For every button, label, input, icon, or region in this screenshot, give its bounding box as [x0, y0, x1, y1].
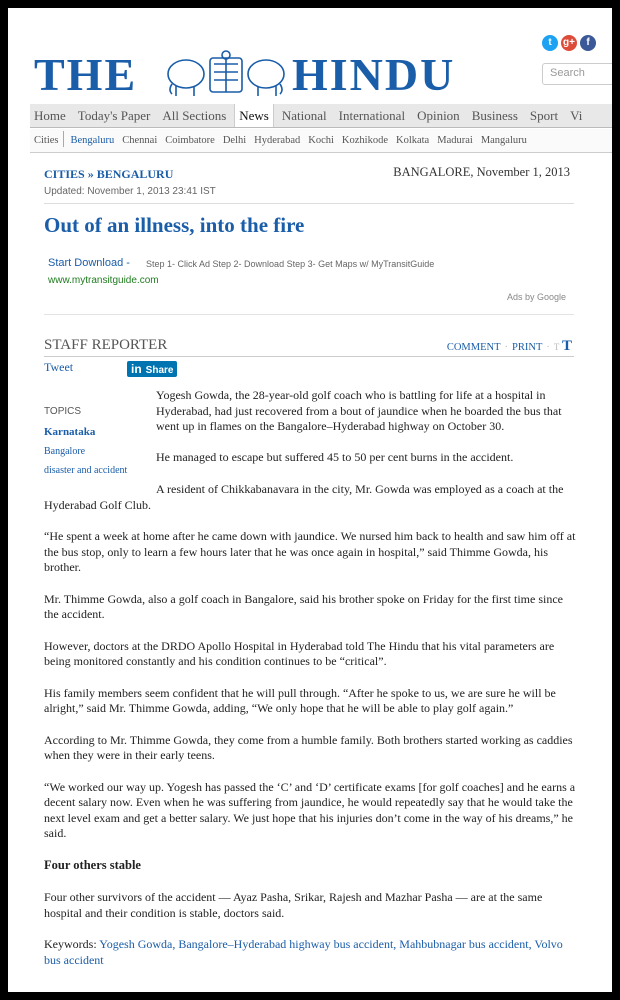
subnav-bengaluru[interactable]: Bengaluru: [70, 135, 115, 146]
breadcrumb[interactable]: CITIES » BENGALURU: [44, 167, 174, 181]
subnav-divider: [63, 131, 64, 147]
ad-title-link[interactable]: [48, 257, 130, 269]
ads-by-google[interactable]: Ads by Google: [506, 292, 566, 302]
nav-all-sections[interactable]: All Sections: [162, 108, 227, 123]
nav-business[interactable]: Business: [471, 108, 518, 123]
page: [8, 8, 612, 992]
paragraph: Four other survivors of the accident — Ayaz Pasha, Srikar, Rajesh and Mazhar Pasha — are at the same hospital and their condition is stable, doctors said.: [44, 890, 543, 920]
nav-opinion[interactable]: Opinion: [417, 108, 460, 123]
paragraph: Mr. Thimme Gowda, also a golf coach in Bangalore, said his brother spoke on Friday for the first time since the accident.: [44, 591, 563, 621]
ad-url[interactable]: www.mytransitguide.com: [48, 275, 159, 286]
twitter-icon[interactable]: t: [542, 35, 558, 51]
text-larger-button[interactable]: T: [561, 338, 572, 354]
subnav-delhi[interactable]: Delhi: [222, 135, 247, 146]
masthead-hindu: HINDU: [292, 49, 456, 100]
subnav-kolkata[interactable]: Kolkata: [395, 135, 430, 146]
topic-link[interactable]: Karnataka: [44, 426, 96, 438]
nav-sport[interactable]: Sport: [529, 108, 559, 123]
divider: [44, 314, 574, 315]
google-plus-icon[interactable]: g+: [561, 35, 577, 51]
ad-block[interactable]: [44, 252, 574, 312]
subnav-chennai[interactable]: Chennai: [122, 135, 158, 146]
masthead-logo[interactable]: [34, 48, 504, 102]
nav-home[interactable]: Home: [34, 108, 66, 123]
ad-title: Start Download: [48, 257, 124, 269]
page-title: Out of an illness, into the fire: [44, 213, 305, 237]
print-link[interactable]: PRINT: [512, 342, 543, 353]
cities-subnav: [30, 129, 612, 153]
main-nav: [30, 104, 612, 128]
text-smaller-button[interactable]: T: [553, 342, 560, 352]
search-input[interactable]: Search: [542, 63, 612, 85]
facebook-icon[interactable]: f: [580, 35, 596, 51]
keyword-links[interactable]: Yogesh Gowda, Bangalore–Hyderabad highway bus accident, Mahbubnagar bus accident, Volvo bus accident: [44, 937, 563, 967]
paragraph: His family members seem confident that he will pull through. “After he spoke to us, we are sure he will be alright,” said Mr. Thimme Gowda, adding, “We only hope that he will be able to play golf again.”: [44, 685, 556, 715]
byline: STAFF REPORTER: [44, 337, 168, 353]
keywords: [44, 937, 576, 968]
subnav-mangaluru[interactable]: Mangaluru: [480, 135, 527, 146]
tweet-button[interactable]: Tweet: [44, 360, 74, 374]
nav-national[interactable]: National: [281, 108, 327, 123]
share-label: Share: [145, 365, 174, 376]
comment-link[interactable]: COMMENT: [446, 342, 501, 353]
social-icons: [542, 32, 599, 51]
paragraph: “We worked our way up. Yogesh has passed the ‘C’ and ‘D’ certificate exams [for golf coaches] and he earns a decent salary now. Even when he was suffering from jaundice, he would repeatedly say that he would take the next level exam and get a better salary. We just hope that his injuries don’t come in the way of his dreams,” he said.: [44, 779, 576, 840]
paragraph: However, doctors at the DRDO Apollo Hospital in Hyderabad told The Hindu that his vital parameters are being monitored constantly and his condition continues to be “critical”.: [44, 638, 555, 668]
topic-link[interactable]: Bangalore: [44, 446, 86, 457]
dateline: BANGALORE, November 1, 2013: [393, 165, 570, 179]
topics-heading: TOPICS: [44, 406, 82, 417]
subnav-kochi[interactable]: Kochi: [308, 135, 334, 146]
linkedin-share-button[interactable]: [127, 361, 177, 377]
article-tools: COMMENT · PRINT · T T: [446, 338, 572, 354]
subnav-coimbatore[interactable]: Coimbatore: [165, 135, 215, 146]
ad-description: Step 1- Click Ad Step 2- Download Step 3- Get Maps w/ MyTransitGuide: [146, 259, 435, 269]
paragraph: He managed to escape but suffered 45 to 50 per cent burns in the accident.: [156, 449, 514, 464]
masthead-the: THE: [34, 49, 138, 100]
paragraph: A resident of Chikkabanavara in the city, Mr. Gowda was employed as a coach at the Hyderabad Golf Club.: [44, 482, 564, 512]
linkedin-icon: in: [131, 362, 142, 376]
subnav-cities[interactable]: Cities: [34, 135, 59, 146]
nav-news[interactable]: News: [234, 104, 274, 128]
keywords-label: Keywords:: [44, 937, 97, 951]
emblem-icon: [164, 50, 288, 98]
nav-todays-paper[interactable]: Today's Paper: [77, 108, 151, 123]
article-body: [44, 388, 576, 968]
updated-timestamp: Updated: November 1, 2013 23:41 IST: [44, 186, 216, 197]
paragraph: According to Mr. Thimme Gowda, they come from a humble family. Both brothers started working as caddies when they were in their early teens.: [44, 732, 573, 762]
subheading: Four others stable: [44, 857, 141, 872]
topic-link[interactable]: disaster and accident: [44, 465, 128, 476]
divider: [44, 203, 574, 204]
subnav-hyderabad[interactable]: Hyderabad: [254, 135, 301, 146]
nav-video[interactable]: Vi: [570, 108, 583, 123]
nav-international[interactable]: International: [338, 108, 406, 123]
ad-dash: -: [123, 257, 130, 269]
subnav-kozhikode[interactable]: Kozhikode: [341, 135, 388, 146]
paragraph: Yogesh Gowda, the 28-year-old golf coach who is battling for life at a hospital in Hyderabad, had just recovered from a bout of jaundice when he boarded the bus that went up in flames on the Bangalore–Hyderabad highway on October 30.: [156, 388, 562, 433]
subnav-madurai[interactable]: Madurai: [437, 135, 473, 146]
divider: [44, 356, 574, 357]
paragraph: “He spent a week at home after he came down with jaundice. We nursed him back to health and saw him off at the bus stop, only to learn a few hours later that he was once again in hospital,” said Thimme Gowda, his brother.: [44, 529, 576, 574]
